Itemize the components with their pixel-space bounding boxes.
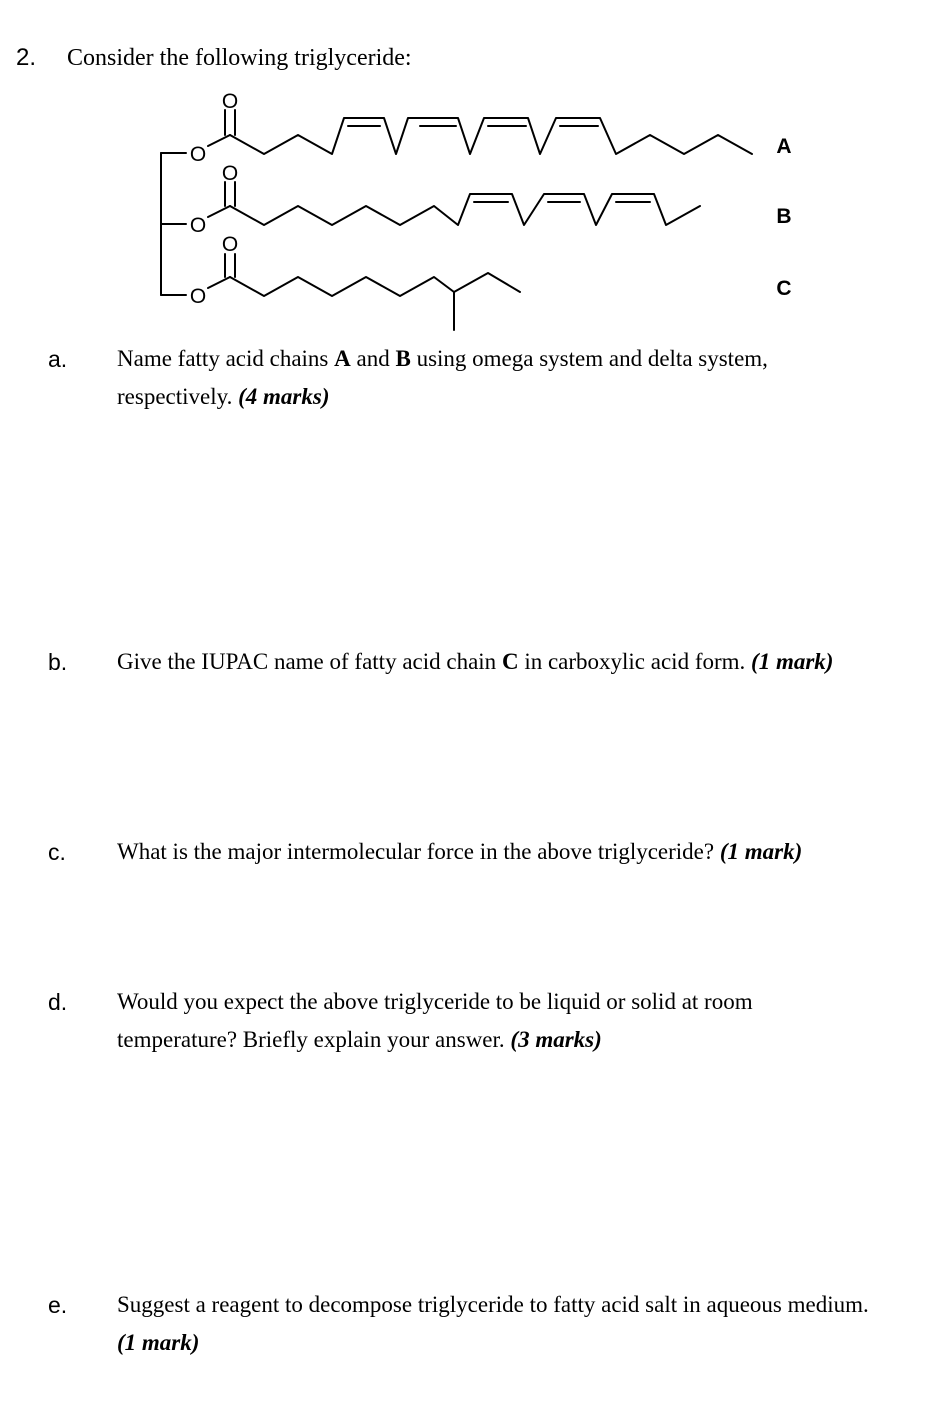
part-text: What is the major intermolecular force in the above triglyceride? (1 mark) [117, 839, 803, 864]
chain-b [208, 182, 700, 225]
glycerol-backbone [161, 153, 186, 295]
chain-label-c: C [776, 277, 792, 300]
marks: (1 mark) [117, 1330, 200, 1355]
part-text: Name fatty acid chains A and B using omega system and delta system, respectively. (4 marks) [117, 346, 768, 409]
part-letter: c. [48, 839, 66, 865]
marks: (1 mark) [719, 839, 803, 864]
part-text: Suggest a reagent to decompose triglyceride to fatty acid salt in aqueous medium. (1 mark) [117, 1292, 869, 1355]
question-text: Consider the following triglyceride: [67, 45, 412, 71]
part-letter: d. [48, 989, 68, 1015]
chain-c [208, 254, 520, 330]
marks: (1 mark) [751, 649, 834, 674]
part-text: Give the IUPAC name of fatty acid chain C in carboxylic acid form. (1 mark) [117, 649, 834, 674]
part-letter: a. [48, 346, 68, 372]
marks: (3 marks) [510, 1027, 602, 1052]
chain-label-b: B [776, 205, 792, 228]
part-text: Would you expect the above triglyceride to be liquid or solid at room temperature? Briefly explain your answer. (3 marks) [117, 989, 753, 1052]
triglyceride-structure [0, 0, 926, 340]
question-number: 2. [16, 44, 37, 71]
ester-oxygen-b: O [189, 214, 207, 237]
part-letter: e. [48, 1292, 68, 1318]
chain-label-a: A [776, 135, 792, 158]
marks: (4 marks) [238, 384, 330, 409]
ester-oxygen-a: O [189, 143, 207, 166]
carbonyl-oxygen-c: O [221, 233, 239, 256]
part-letter: b. [48, 649, 68, 675]
ester-oxygen-c: O [189, 285, 207, 308]
carbonyl-oxygen-b: O [221, 162, 239, 185]
chain-a [208, 110, 752, 154]
carbonyl-oxygen-a: O [221, 90, 239, 113]
